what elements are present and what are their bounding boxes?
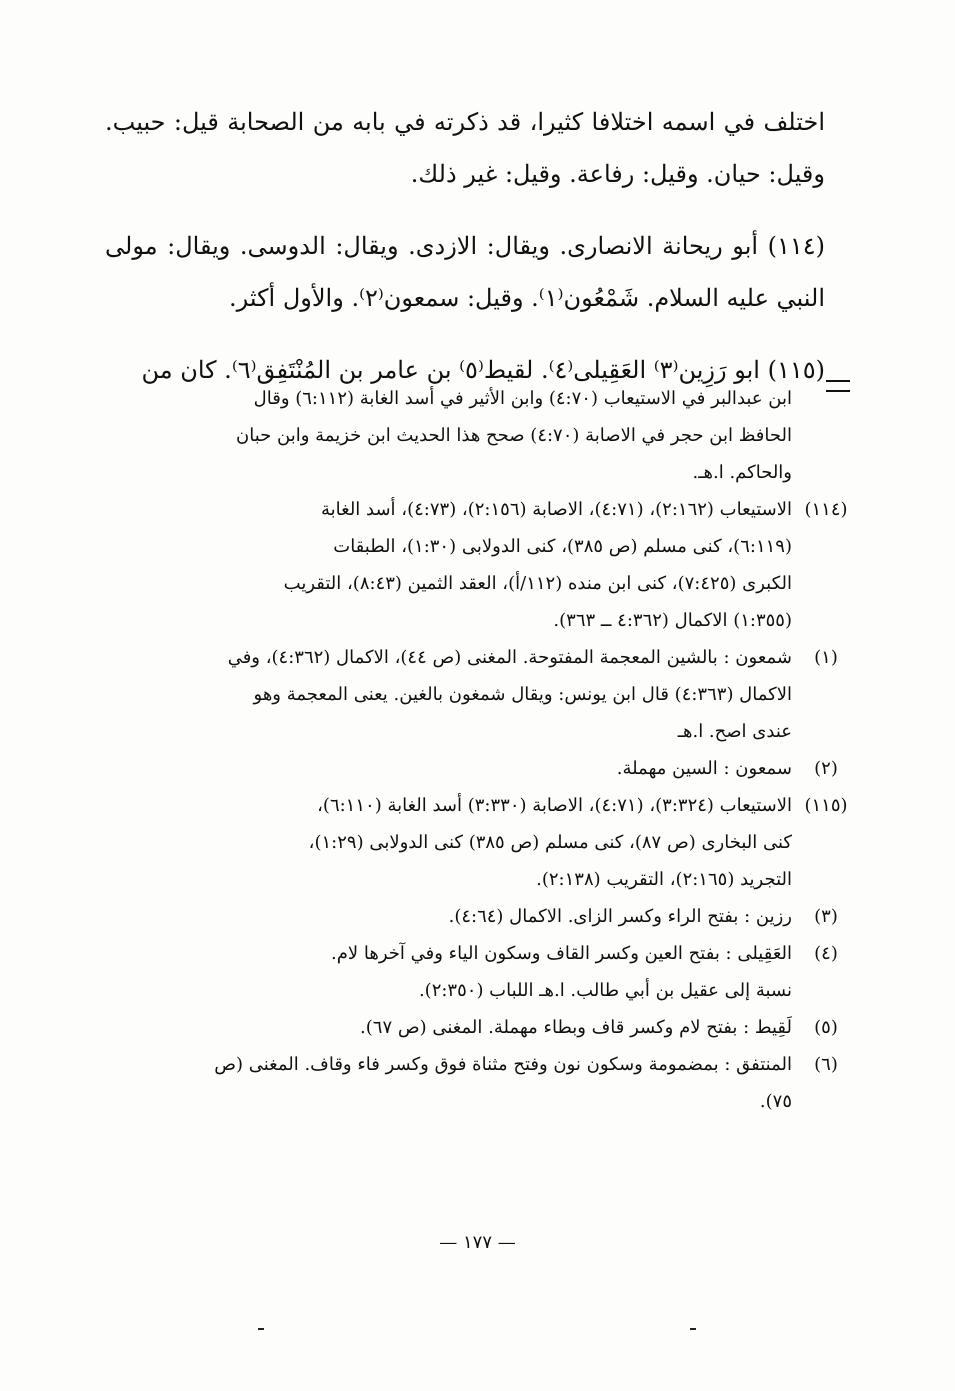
footnote-key: (١١٤): [804, 499, 848, 520]
footnote-line: التجريد (٢:١٦٥)، التقريب (٢:١٣٨).: [536, 869, 792, 890]
footnote-key: (٦): [814, 1054, 838, 1075]
footnote-line: الاستيعاب (٣:٣٢٤)، (٤:٧١)، الاصابة (٣:٣٣٠) أسد الغابة (٦:١١٠)،: [317, 795, 792, 816]
footnote-body: [105, 1009, 792, 1046]
footnote-2: [105, 750, 860, 787]
footnote-continuation: [105, 380, 860, 491]
footnote-line: الاكمال (٤:٣٦٣) قال ابن يونس: ويقال شمغون بالغين. يعنى المعجمة وهو: [253, 684, 792, 705]
footnote-4: [105, 935, 860, 1009]
footnote-line: الاستيعاب (٢:١٦٢)، (٤:٧١)، الاصابة (٢:١٥٦)، (٤:٧٣)، أسد الغابة: [320, 499, 792, 520]
footnote-key: (١١٥): [804, 795, 848, 816]
footnote-line: ٧٥).: [759, 1091, 792, 1112]
main-text: [105, 96, 825, 416]
footnote-line: (١:٣٥٥) الاكمال (٤:٣٦٢ ــ ٣٦٣).: [553, 610, 792, 631]
footnote-key: (٤): [814, 943, 838, 964]
footnote-line: والحاكم. ا.هـ.: [692, 462, 792, 483]
footnote-line: الحافظ ابن حجر في الاصابة (٤:٧٠) صحح هذا الحديث ابن خزيمة وابن حبان: [236, 425, 792, 446]
footnote-body: [105, 750, 792, 787]
footnote-body: [105, 639, 792, 750]
footnote-body: [105, 787, 792, 898]
footnote-key: (٥): [814, 1017, 838, 1038]
page-number: — ١٧٧ —: [439, 1232, 516, 1253]
footnote-body: [105, 1046, 792, 1120]
footnote-line: الكبرى (٧:٤٢٥)، كنى ابن منده (١١٢/أ)، العقد الثمين (٨:٤٣)، التقريب: [283, 573, 792, 594]
footnote-5: [105, 1009, 860, 1046]
footnote-key: (٣): [814, 906, 838, 927]
crop-mark-icon: [690, 1328, 696, 1330]
footnote-line: شمعون : بالشين المعجمة المفتوحة. المغنى (ص ٤٤)، الاكمال (٤:٣٦٢)، وفي: [227, 647, 792, 668]
footnote-line: (٦:١١٩)، كنى مسلم (ص ٣٨٥)، كنى الدولابى (١:٣٠)، الطبقات: [333, 536, 792, 557]
footnote-1: [105, 639, 860, 750]
footnote-line: نسبة إلى عقيل بن أبي طالب. ا.هـ اللباب (٢:٣٥٠).: [418, 980, 792, 1001]
footnote-line: لَقِيط : بفتح لام وكسر قاف وبطاء مهملة. المغنى (ص ٦٧).: [360, 1017, 792, 1038]
footnote-3: [105, 898, 860, 935]
footnote-body: [105, 491, 792, 639]
footnote-line: المنتفق : بمضمومة وسكون نون وفتح مثناة فوق وكسر فاء وقاف. المغنى (ص: [214, 1054, 792, 1075]
footnote-6: [105, 1046, 860, 1120]
footnote-115: [105, 787, 860, 898]
footnote-body: [105, 898, 792, 935]
footnote-line: سمعون : السين مهملة.: [616, 758, 792, 779]
footnote-114: [105, 491, 860, 639]
footnotes: [105, 380, 860, 1120]
footnote-key: (٢): [814, 758, 838, 779]
footnote-body: [105, 935, 792, 1009]
footnote-body: [105, 380, 792, 491]
footnote-line: عندى اصح. ا.هـ: [677, 721, 792, 742]
footnote-line: العَقِيلى : بفتح العين وكسر القاف وسكون الياء وفي آخرها لام.: [331, 943, 792, 964]
footnote-line: كنى البخارى (ص ٨٧)، كنى مسلم (ص ٣٨٥) كنى الدولابى (١:٢٩)،: [308, 832, 792, 853]
main-paragraph-1: اختلف في اسمه اختلافا كثيرا، قد ذكرته في بابه من الصحابة قيل: حبيب. وقيل: حيان. وقيل: رفاعة. وقيل: غير ذلك.: [105, 108, 825, 188]
crop-mark-icon: [258, 1328, 264, 1330]
footnote-key: [792, 380, 860, 491]
main-paragraph-2: (١١٤) أبو ريحانة الانصارى. ويقال: الازدى. ويقال: الدوسى. ويقال: مولى النبي عليه السلام. شَمْعُون⁽١⁾. وقيل: سمعون⁽٢⁾. والأول أكثر.: [105, 232, 825, 312]
footnote-line: ابن عبدالبر في الاستيعاب (٤:٧٠) وابن الأثير في أسد الغابة (٦:١١٢) وقال: [253, 388, 792, 409]
main-paragraph-3: (١١٥) ابو رَزِين⁽٣⁾ العَقِيلى⁽٤⁾. لقيط⁽٥⁾ بن عامر بن المُنْتَفِق⁽٦⁾. كان من: [141, 356, 825, 384]
footnote-key: (١): [814, 647, 838, 668]
footnote-line: رزين : بفتح الراء وكسر الزاى. الاكمال (٤:٦٤).: [448, 906, 792, 927]
